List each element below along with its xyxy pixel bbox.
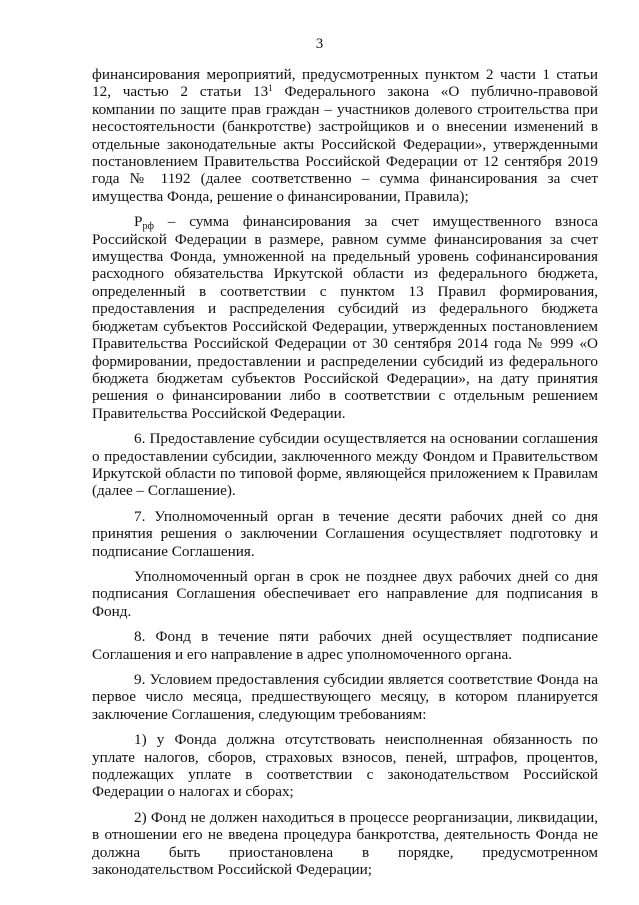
paragraph-8: 8. Фонд в течение пяти рабочих дней осуществляет подписание Соглашения и его направление в адрес уполномоченного органа. xyxy=(92,628,598,663)
paragraph-7: 7. Уполномоченный орган в течение десяти рабочих дней со дня принятия решения о заключении Соглашения осуществляет подготовку и подписание Соглашения. xyxy=(92,507,598,560)
formula-subscript: рф xyxy=(142,221,154,233)
paragraph-text: Федерального закона «О публично-правовой компании по защите прав граждан – участников долевого строительства при несостоятельности (банкротстве) застройщиков и о внесении изменений в отдельные законодательные акты Российской Федерации», утвержденными постановлением Правительства Российской Федерации от 12 сентября 2019 года № 1192 (далее соответственно – сумма финансирования за счет имущества Фонда, решение о финансировании, Правила); xyxy=(92,83,598,205)
superscript: 1 xyxy=(268,83,273,94)
paragraph-text: – сумма финансирования за счет имущественного взноса Российской Федерации в размере, равном сумме финансирования за счет имущества Фонда, умноженной на предельный уровень софинансирования расходного обязательства Иркутской области из федерального бюджета, определенный в соответствии с пунктом 13 Правил формирования, предоставления и распределения субсидий из федерального бюджета бюджетам субъектов Российской Федерации, утвержденных постановлением Правительства Российской Федерации от 30 сентября 2014 года № 999 «О формировании, предоставлении и распределении субсидий из федерального бюджета бюджетам субъектов Российской Федерации», на дату принятия решения о финансировании либо в соответствии с отдельным решением Правительства Российской Федерации. xyxy=(92,213,598,422)
paragraph-9-item-1: 1) у Фонда должна отсутствовать неисполненная обязанность по уплате налогов, сборов, страховых взносов, пеней, штрафов, процентов, подлежащих уплате в соответствии с законодательством Российской Федерации о налогах и сборах; xyxy=(92,731,598,801)
document-body xyxy=(92,66,598,878)
paragraph-continuation xyxy=(92,66,598,205)
page-number: 3 xyxy=(315,36,324,52)
paragraph-9-item-2: 2) Фонд не должен находиться в процессе реорганизации, ликвидации, в отношении его не введена процедура банкротства, деятельность Фонда не должна быть приостановлена в порядке, предусмотренном законодательством Российской Федерации; xyxy=(92,808,598,879)
formula-symbol: Р xyxy=(134,213,143,231)
paragraph-7-second: Уполномоченный орган в срок не позднее двух рабочих дней со дня подписания Соглашения обеспечивает его направление для подписания в Фонд. xyxy=(92,567,598,620)
paragraph-6: 6. Предоставление субсидии осуществляется на основании соглашения о предоставлении субсидии, заключенного между Фондом и Правительством Иркутской области по типовой форме, являющейся приложением к Правилам (далее – Соглашение). xyxy=(92,430,598,500)
paragraph-9: 9. Условием предоставления субсидии является соответствие Фонда на первое число месяца, предшествующего месяцу, в котором планируется заключение Соглашения, следующим требованиям: xyxy=(92,671,598,723)
paragraph-text: финансирования мероприятий, предусмотренных пунктом 2 части 1 статьи 12, частью 2 статьи 13 xyxy=(92,66,598,101)
paragraph-rf-definition xyxy=(92,213,598,422)
